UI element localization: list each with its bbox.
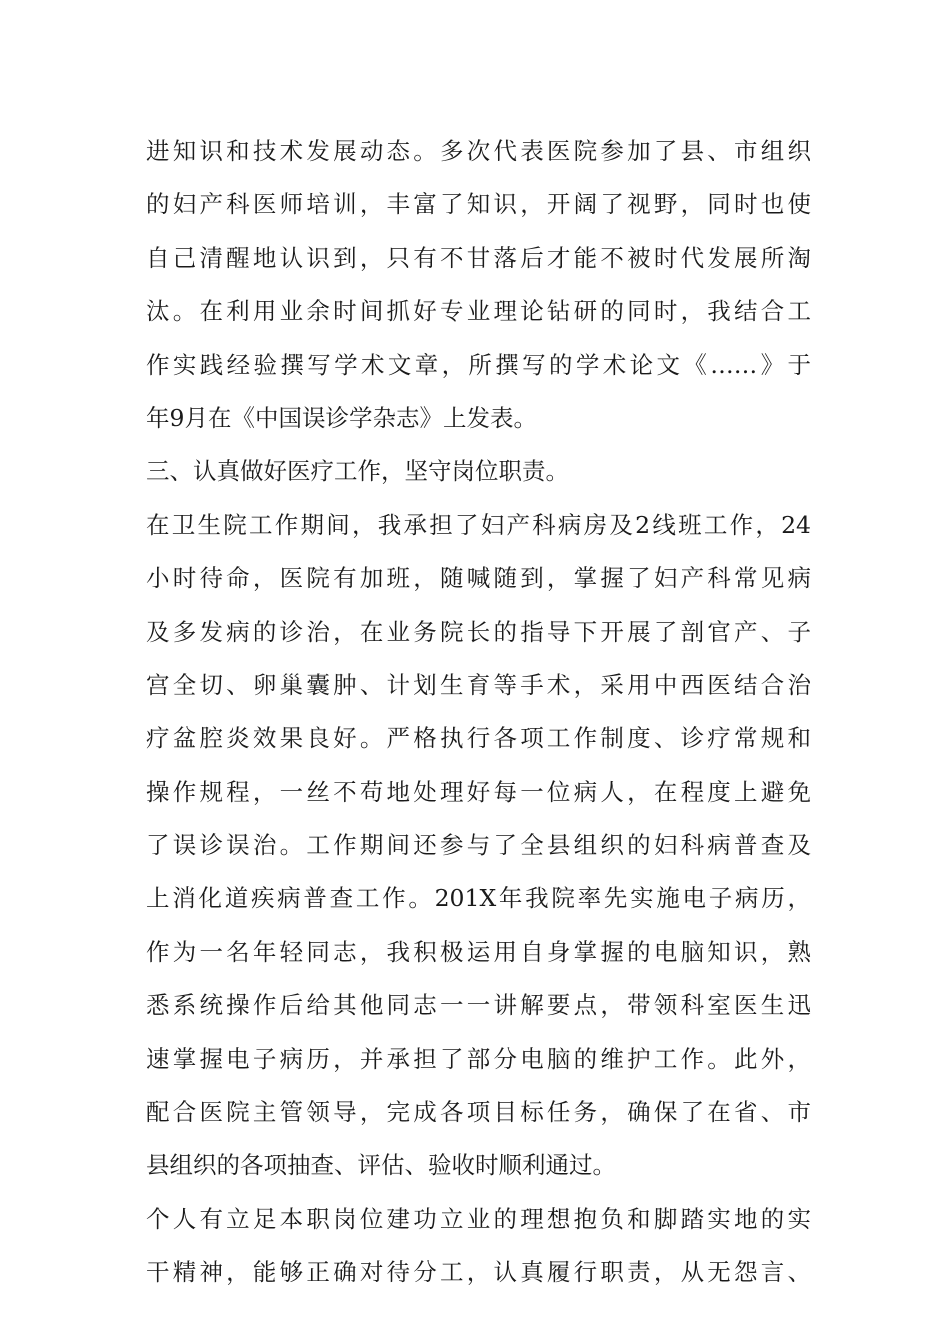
text-line: 在卫生院工作期间，我承担了妇产科病房及2线班工作，24 <box>146 510 811 539</box>
text-line: 汰。在利用业余时间抓好专业理论钻研的同时，我结合工 <box>146 297 811 326</box>
text-line: 悉系统操作后给其他同志一一讲解要点，带领科室医生迅 <box>146 991 811 1020</box>
text-line: 宫全切、卵巢囊肿、计划生育等手术，采用中西医结合治 <box>146 670 811 699</box>
text-line: 作实践经验撰写学术文章，所撰写的学术论文《……》于 <box>146 350 811 379</box>
text-line: 的妇产科医师培训，丰富了知识，开阔了视野，同时也使 <box>146 190 811 219</box>
text-line: 了误诊误治。工作期间还参与了全县组织的妇科病普查及 <box>146 831 811 860</box>
text-line: 上消化道疾病普查工作。201X年我院率先实施电子病历， <box>146 884 811 913</box>
text-line: 操作规程，一丝不苟地处理好每一位病人，在程度上避免 <box>146 777 811 806</box>
text-line: 自己清醒地认识到，只有不甘落后才能不被时代发展所淘 <box>146 243 811 272</box>
text-line: 小时待命，医院有加班，随喊随到，掌握了妇产科常见病 <box>146 564 811 593</box>
text-line: 配合医院主管领导，完成各项目标任务，确保了在省、市 <box>146 1098 811 1127</box>
text-line: 干精神，能够正确对待分工，认真履行职责，从无怨言、 <box>146 1258 811 1287</box>
text-line: 县组织的各项抽查、评估、验收时顺利通过。 <box>146 1151 616 1180</box>
text-line: 疗盆腔炎效果良好。严格执行各项工作制度、诊疗常规和 <box>146 724 811 753</box>
section-heading: 三、认真做好医疗工作，坚守岗位职责。 <box>146 457 569 486</box>
text-line: 个人有立足本职岗位建功立业的理想抱负和脚踏实地的实 <box>146 1204 811 1233</box>
text-line: 年9月在《中国误诊学杂志》上发表。 <box>146 403 537 432</box>
text-line: 及多发病的诊治，在业务院长的指导下开展了剖官产、子 <box>146 617 811 646</box>
document-body <box>146 125 811 1300</box>
text-line: 作为一名年轻同志，我积极运用自身掌握的电脑知识，熟 <box>146 937 811 966</box>
text-line: 进知识和技术发展动态。多次代表医院参加了县、市组织 <box>146 137 811 165</box>
text-line: 速掌握电子病历，并承担了部分电脑的维护工作。此外， <box>146 1044 811 1073</box>
